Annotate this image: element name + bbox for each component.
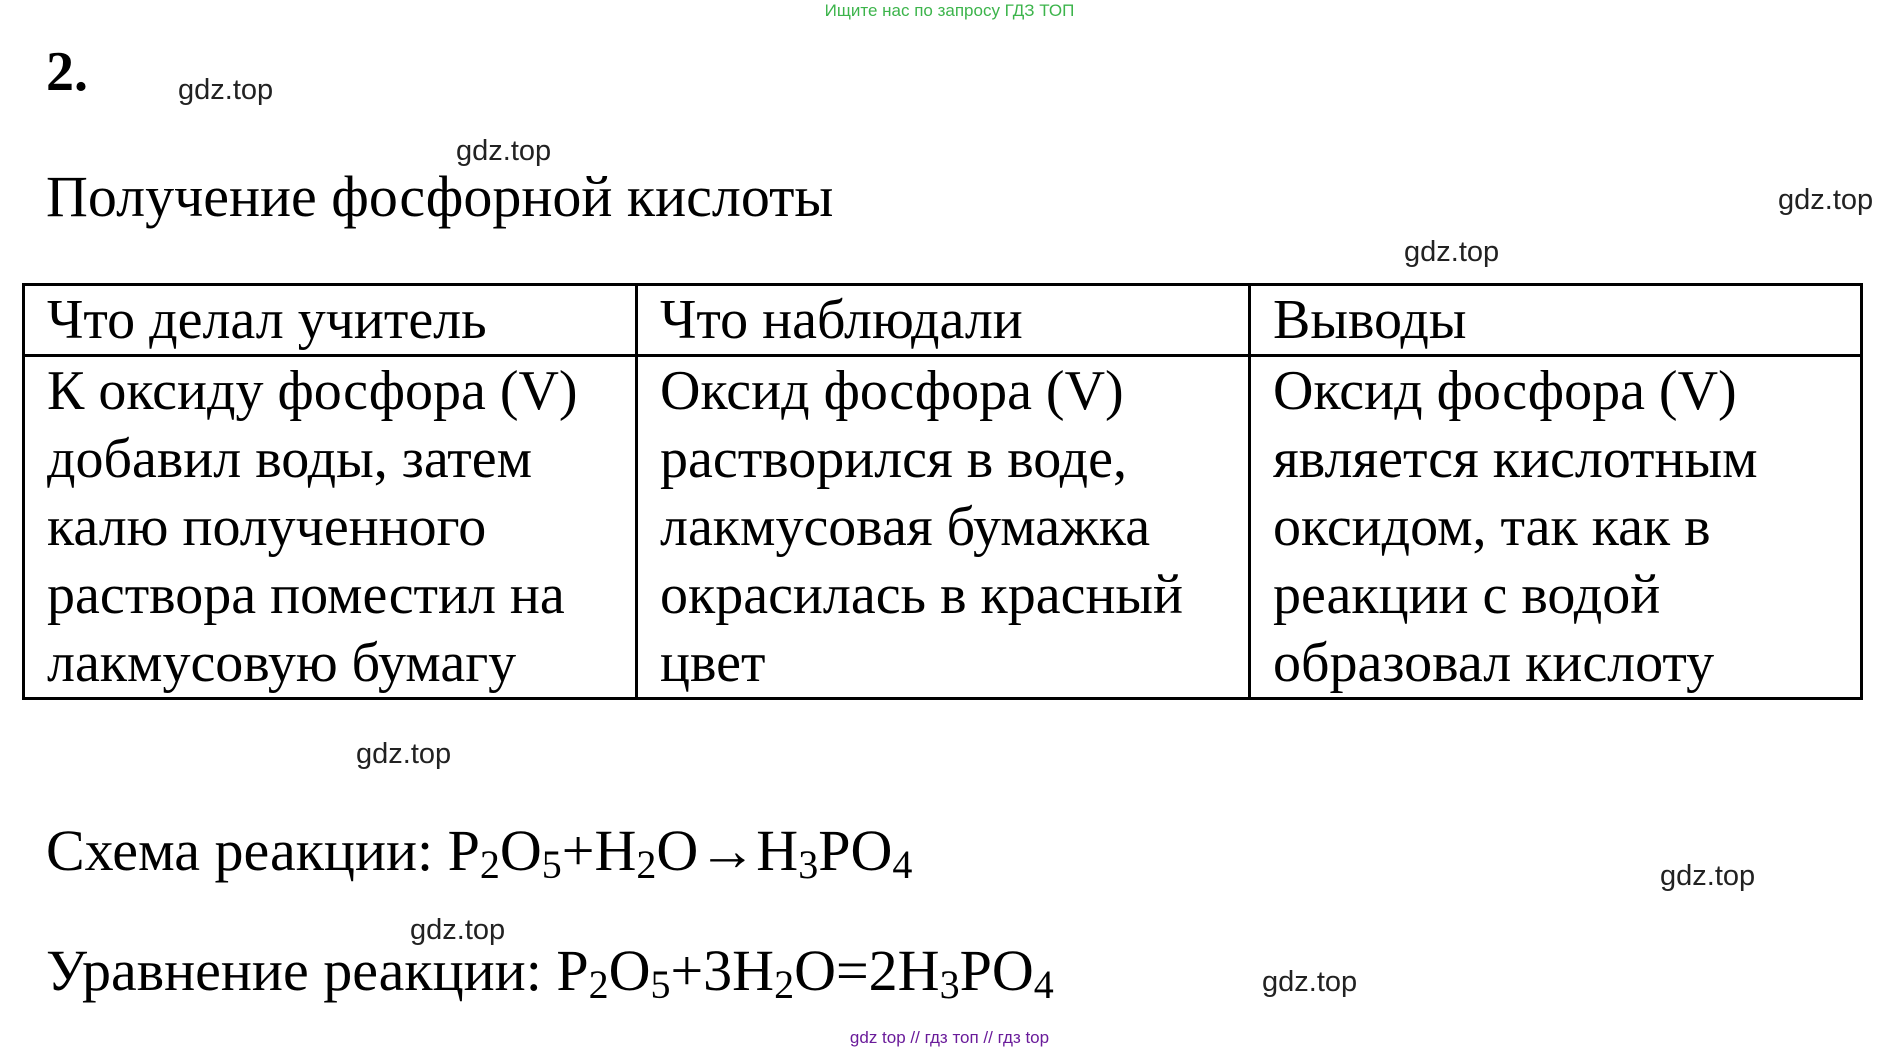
formula-subscript: 3	[798, 842, 819, 887]
formula-part: +H	[561, 818, 637, 883]
formula-part: PO	[959, 938, 1034, 1003]
formula-subscript: 3	[939, 962, 960, 1007]
formula-subscript: 2	[479, 842, 500, 887]
page-title: Получение фосфорной кислоты	[46, 164, 834, 229]
table-header-row	[24, 285, 1862, 356]
watermark: gdz.top	[1404, 236, 1500, 268]
reaction-scheme-label: Схема реакции:	[46, 818, 448, 883]
formula-part: =2H	[835, 938, 940, 1003]
watermark: gdz.top	[178, 74, 274, 106]
formula-part: O	[656, 818, 699, 883]
arrow: →	[698, 818, 757, 883]
formula-part: P	[447, 818, 480, 883]
reaction-scheme	[46, 818, 913, 887]
formula-part: O	[499, 818, 542, 883]
watermark: gdz.top	[1660, 860, 1756, 892]
formula-subscript: 5	[650, 962, 671, 1007]
table-cell: К оксиду фосфора (V) добавил воды, затем калю полученного раствора поместил на лакмусовую бумагу	[24, 356, 637, 699]
watermark: gdz.top	[356, 738, 452, 770]
reaction-equation-label: Уравнение реакции:	[46, 938, 557, 1003]
top-banner: Ищите нас по запросу ГДЗ ТОП	[824, 1, 1075, 20]
reaction-equation	[46, 938, 1054, 1007]
watermark: gdz.top	[1262, 966, 1358, 998]
formula-part: +3H	[670, 938, 775, 1003]
watermark: gdz.top	[1778, 184, 1874, 216]
bottom-banner: gdz top // гдз топ // гдз top	[849, 1028, 1050, 1047]
formula-part: O	[608, 938, 651, 1003]
formula-part: PO	[818, 818, 893, 883]
table-cell: Оксид фосфора (V) растворился в воде, лакмусовая бумажка окрасилась в красный цвет	[637, 356, 1250, 699]
table-row	[24, 356, 1862, 699]
formula-part: H	[756, 818, 799, 883]
formula-subscript: 5	[541, 842, 562, 887]
watermark: gdz.top	[410, 914, 506, 946]
table-header-cell: Что наблюдали	[637, 285, 1250, 356]
formula-part: P	[556, 938, 589, 1003]
table-header-cell: Выводы	[1250, 285, 1862, 356]
formula-subscript: 4	[1033, 962, 1054, 1007]
formula-subscript: 2	[774, 962, 795, 1007]
task-number: 2.	[46, 41, 88, 103]
formula-subscript: 2	[636, 842, 657, 887]
watermark: gdz.top	[456, 135, 552, 167]
formula-subscript: 4	[892, 842, 913, 887]
experiment-table	[22, 283, 1863, 700]
formula-subscript: 2	[588, 962, 609, 1007]
formula-part: O	[794, 938, 836, 1003]
table-cell: Оксид фосфора (V) является кислотным оксидом, так как в реакции с водой образовал кислоту	[1250, 356, 1862, 699]
table-header-cell: Что делал учитель	[24, 285, 637, 356]
